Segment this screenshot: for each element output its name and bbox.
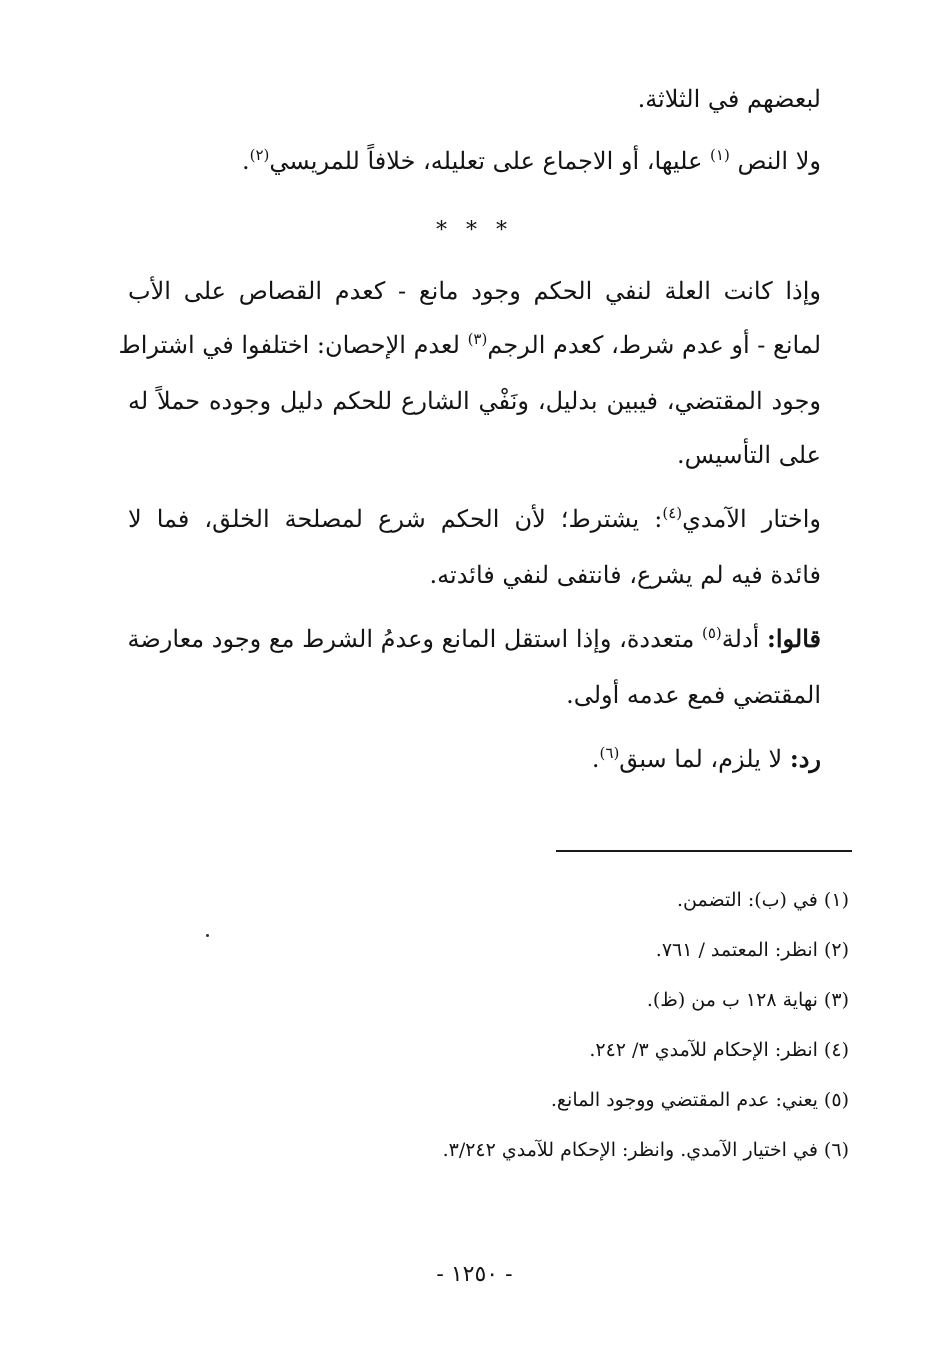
text-fragment: أدلة <box>721 625 760 653</box>
footnote: (٦) في اختيار الآمدي. وانظر: الإحكام للآمدي ٣/٢٤٢. <box>442 1139 849 1161</box>
footnote-ref[interactable]: (٥) <box>702 624 722 642</box>
page-number: - ١٢٥٠ - <box>436 1262 513 1287</box>
speaker-label: قالوا: <box>766 624 821 653</box>
text-fragment: لمانع - أو عدم شرط، كعدم الرجم <box>487 331 821 359</box>
text-line <box>592 742 821 776</box>
speaker-label: رد: <box>789 744 821 773</box>
scan-speck <box>206 934 209 937</box>
text-fragment: ولا النص <box>737 147 821 175</box>
text-line <box>566 678 821 712</box>
footnote-ref[interactable]: (٤) <box>662 504 683 522</box>
text-fragment: المقتضي فمع عدمه أولى. <box>566 681 821 709</box>
text-line <box>128 622 821 656</box>
text-fragment: . <box>241 147 250 175</box>
text-fragment: واختار الآمدي <box>682 505 821 533</box>
footnote-ref[interactable]: (٣) <box>467 330 488 348</box>
text-line <box>118 328 821 362</box>
text-line <box>128 502 821 536</box>
footnote: (٢) انظر: المعتمد / ٧٦١. <box>655 939 849 961</box>
text-fragment: فائدة فيه لم يشرع، فانتفى لنفي فائدته. <box>429 561 821 589</box>
footnote: (٥) يعني: عدم المقتضي ووجود المانع. <box>550 1089 849 1111</box>
footnote: (٤) انظر: الإحكام للآمدي ٣/ ٢٤٢. <box>589 1039 849 1061</box>
text-line <box>638 82 821 116</box>
text-fragment: عليها، أو الاجماع على تعليله، خلافاً للمريسي <box>269 147 703 175</box>
text-line <box>430 558 821 592</box>
text-fragment: وجود المقتضي، فيبين بدليل، ونَفْي الشارع للحكم دليل وجوده حملاً له <box>128 387 821 415</box>
text-fragment: متعددة، وإذا استقل المانع وعدمُ الشرط مع وجود معارضة <box>127 625 695 653</box>
text-fragment: . <box>591 745 600 773</box>
footnote-divider <box>556 850 852 852</box>
footnote-ref[interactable]: (٦) <box>599 744 620 762</box>
text-fragment: لبعضهم في الثلاثة. <box>637 85 821 113</box>
text-fragment: لا يلزم، لما سبق <box>619 745 783 773</box>
footnote-ref[interactable]: (١) <box>710 146 730 164</box>
text-line <box>128 274 821 308</box>
text-fragment: على التأسيس. <box>676 441 821 469</box>
text-line <box>677 438 821 472</box>
text-fragment: : يشترط؛ لأن الحكم شرع لمصلحة الخلق، فما لا <box>128 505 663 533</box>
text-fragment: لعدم الإحصان: اختلفوا في اشتراط <box>118 331 460 359</box>
text-fragment: وإذا كانت العلة لنفي الحكم وجود مانع - كعدم القصاص على الأب <box>128 277 821 305</box>
text-line <box>128 384 821 418</box>
section-separator: * * * <box>436 218 513 243</box>
footnote: (٣) نهاية ١٢٨ ب من (ظ). <box>646 989 849 1011</box>
text-line <box>242 144 821 178</box>
footnote: (١) في (ب): التضمن. <box>677 889 849 911</box>
footnote-ref[interactable]: (٢) <box>249 146 270 164</box>
